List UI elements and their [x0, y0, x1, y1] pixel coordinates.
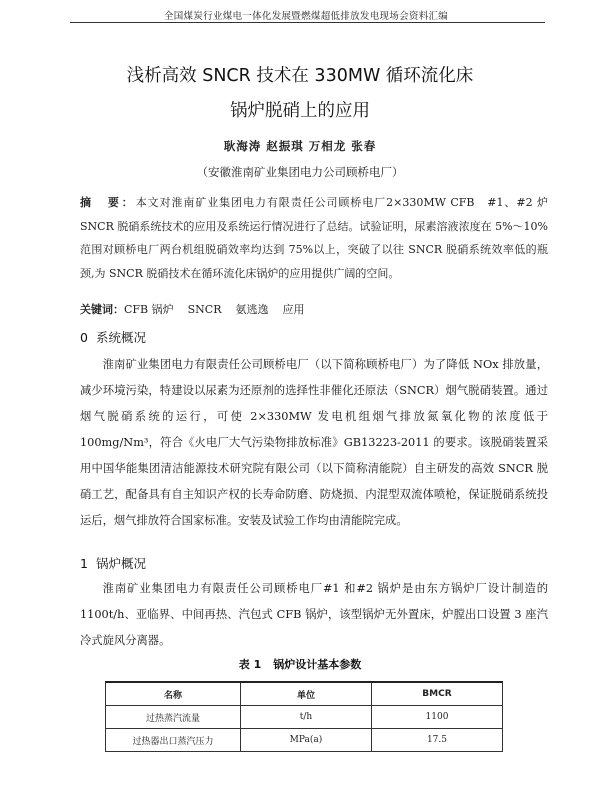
table-cell: MPa(a) — [240, 729, 371, 752]
section-title: 锅炉概况 — [95, 556, 146, 571]
header-rule — [70, 22, 545, 23]
table-cell: 过热蒸汽流量 — [106, 706, 241, 729]
section-0-paragraph: 淮南矿业集团电力有限责任公司顾桥电厂（以下简称顾桥电厂）为了降低 NOx 排放量，减少环境污染，特建设以尿素为还原剂的选择性非催化还原法（SNCR）烟气脱硝装置。通过烟气脱硝系统的运行，可使 2×330MW 发电机组烟气排放氮氧化物的浓度低于 100mg/Nm³，符合《火电厂大气污染物排放标准》GB13223-2011 的要求。该脱硝装置采用中国华能集团清洁能源技术研究院有限公司（以下简称清能院）自主研发的高效 SNCR 脱硝工艺，配备具有自主知识产权的长寿命防磨、防烧损、内混型双流体喷枪，保证脱硝系统投运后，烟气排放符合国家标准。安装及试验工作均由清能院完成。 — [80, 358, 548, 527]
keyword: CFB 锅炉 — [124, 303, 174, 316]
section-title: 系统概况 — [95, 330, 146, 345]
keywords-label: 关键词： — [80, 303, 124, 316]
paper-title-line-1: 浅析高效 SNCR 技术在 330MW 循环流化床 — [126, 66, 474, 86]
section-1-paragraph: 淮南矿业集团电力有限责任公司顾桥电厂#1 和#2 锅炉是由东方锅炉厂设计制造的 1100t/h、亚临界、中间再热、汽包式 CFB 锅炉，该型锅炉无外置床，炉膛出口设置 3 座汽冷式旋风分离器。 — [80, 582, 548, 647]
section-heading-1 — [80, 554, 146, 572]
abstract — [80, 191, 548, 285]
affiliation: （安徽淮南矿业集团电力公司顾桥电厂） — [196, 165, 404, 179]
table-header-row — [106, 682, 503, 706]
section-number: 1 — [80, 556, 88, 571]
table-header-cell: BMCR — [371, 682, 502, 706]
abstract-label: 摘 要： — [80, 196, 136, 209]
keyword: SNCR — [187, 303, 222, 316]
table-cell: t/h — [240, 706, 371, 729]
table-title: 锅炉设计基本参数 — [273, 658, 362, 671]
keywords — [80, 300, 548, 320]
paper-title-line-2: 锅炉脱硝上的应用 — [230, 101, 370, 121]
table-cell: 17.5 — [371, 729, 502, 752]
author-list: 耿海涛 赵振琪 万相龙 张春 — [223, 139, 377, 153]
table-header-cell: 单位 — [240, 682, 371, 706]
boiler-parameters-table — [105, 681, 503, 752]
table-caption — [0, 656, 600, 672]
table-header-cell: 名称 — [106, 682, 241, 706]
table-number: 表 1 — [238, 658, 262, 671]
table-row — [106, 729, 503, 752]
table-cell: 1100 — [371, 706, 502, 729]
table-row — [106, 706, 503, 729]
running-head: 全国煤炭行业煤电一体化发展暨燃煤超低排放发电现场会资料汇编 — [163, 11, 449, 22]
keyword: 氨逃逸 — [235, 303, 269, 316]
section-heading-0 — [80, 328, 146, 346]
keyword: 应用 — [282, 303, 305, 316]
abstract-text: 本文对淮南矿业集团电力有限责任公司顾桥电厂2×330MW CFB #1、#2 炉 SNCR 脱硝系统技术的应用及系统运行情况进行了总结。试验证明，尿素溶液浓度在 5%～10%范围对顾桥电厂两台机组脱硝效率均达到 75%以上，突破了以往 SNCR 脱硝系统效率低的瓶颈,为 SNCR 脱硝技术在循环流化床锅炉的应用提供广阔的空间。 — [80, 196, 548, 280]
section-number: 0 — [80, 330, 88, 345]
table-cell: 过热器出口蒸汽压力 — [106, 729, 241, 752]
